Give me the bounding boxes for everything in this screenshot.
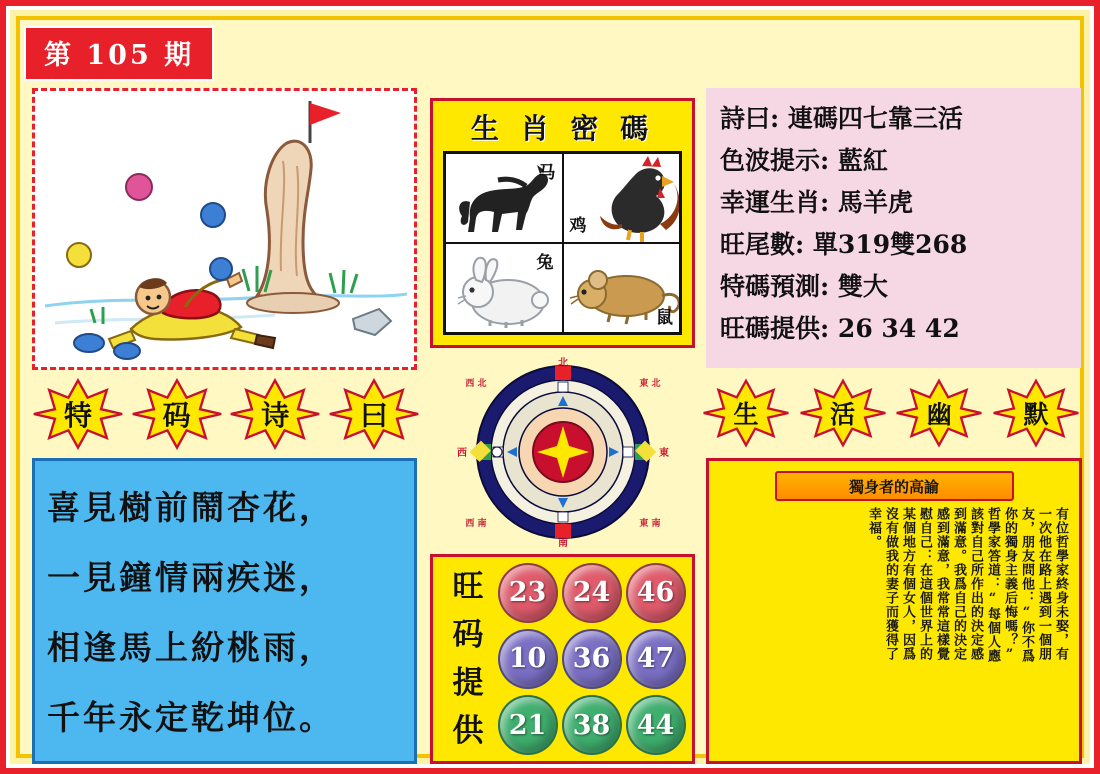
svg-text:西 北: 西 北	[465, 379, 487, 389]
story-column: 你的獨身主義后悔嗎？”	[1002, 507, 1017, 663]
story-column: 感到滿意，我常常這樣覺	[934, 507, 949, 661]
story-panel	[706, 458, 1082, 764]
lucky-numbers-grid	[497, 557, 692, 761]
prediction-line-1: 詩曰: 連碼四七靠三活	[720, 104, 963, 133]
svg-text:東 北: 東 北	[639, 379, 661, 389]
zodiac-label-horse: 马	[538, 163, 556, 183]
star-label: 默	[1023, 400, 1049, 429]
star-row-left	[30, 378, 422, 450]
cartoon-illustration	[32, 88, 417, 370]
number-ball: 44	[626, 695, 686, 755]
poem-line-1: 喜見樹前鬧杏花，	[47, 488, 335, 527]
prediction-line-5: 特碼預測: 雙大	[720, 272, 888, 301]
zodiac-cell-mouse	[563, 243, 681, 333]
prediction-line-3: 幸運生肖: 馬羊虎	[720, 188, 913, 217]
star-badge-yue	[326, 378, 422, 450]
story-column: 沒有做我的妻子而獲得了	[883, 507, 898, 661]
prediction-panel	[706, 88, 1081, 368]
poem-line-3: 相逢馬上紛桃雨，	[47, 628, 335, 667]
story-text	[715, 507, 1073, 757]
lucky-title-char-4: 供	[452, 713, 484, 749]
story-column: 哲學家答道：“每個人應	[985, 507, 1000, 663]
star-badge-you	[893, 378, 985, 448]
zodiac-cell-horse	[445, 153, 563, 243]
star-label: 幽	[926, 400, 952, 429]
issue-badge: 第 105 期	[24, 26, 214, 81]
star-label: 生	[733, 400, 759, 429]
star-badge-te	[30, 378, 126, 450]
lucky-title-char-1: 旺	[452, 569, 484, 605]
number-ball: 21	[498, 695, 558, 755]
story-column: 幸福。	[866, 507, 881, 549]
zodiac-label-rooster: 鸡	[569, 216, 587, 236]
star-label: 码	[162, 399, 191, 432]
prediction-line-6: 旺碼提供: 26 34 42	[720, 314, 960, 343]
story-column: 到滿意。我爲自己的決定	[951, 507, 966, 661]
star-row-right	[700, 378, 1082, 448]
lucky-title-char-2: 码	[452, 617, 484, 653]
star-label: 曰	[359, 399, 388, 432]
lucky-numbers-title	[439, 563, 497, 755]
star-label: 特	[63, 399, 92, 432]
zodiac-grid	[443, 151, 682, 335]
number-ball: 23	[498, 563, 558, 623]
story-column: 慰自己：在這個世界上的	[917, 507, 932, 661]
star-label: 活	[830, 400, 856, 429]
number-ball: 36	[562, 629, 622, 689]
number-ball: 38	[562, 695, 622, 755]
number-ball: 24	[562, 563, 622, 623]
poem-panel	[32, 458, 417, 764]
story-column: 一次他在路上遇到一個朋	[1036, 507, 1051, 661]
star-badge-sheng	[700, 378, 792, 448]
star-badge-mo	[990, 378, 1082, 448]
star-badge-shi	[227, 378, 323, 450]
star-badge-ma	[129, 378, 225, 450]
feng-shui-compass	[438, 354, 688, 550]
zodiac-code-panel	[430, 98, 695, 348]
zodiac-title: 生 肖 密 碼	[470, 112, 655, 145]
poem-line-4: 千年永定乾坤位。	[47, 698, 335, 737]
number-ball: 46	[626, 563, 686, 623]
story-column: 有位哲學家終身未娶，有	[1053, 507, 1068, 661]
zodiac-label-rabbit: 兔	[536, 253, 554, 273]
prediction-line-4: 旺尾數: 單319雙268	[720, 230, 968, 259]
svg-text:北: 北	[558, 358, 568, 369]
svg-text:西: 西	[457, 448, 467, 459]
lucky-title-char-3: 提	[452, 665, 484, 701]
svg-text:東 南: 東 南	[639, 519, 661, 529]
story-banner: 獨身者的高諭	[775, 471, 1014, 501]
svg-text:西 南: 西 南	[465, 519, 487, 529]
story-column: 某個地方有個女人，因爲	[900, 507, 915, 661]
star-badge-huo	[797, 378, 889, 448]
zodiac-cell-rooster	[563, 153, 681, 243]
star-label: 诗	[261, 399, 290, 432]
lucky-numbers-panel	[430, 554, 695, 764]
story-column: 友，朋友問他：“你不爲	[1019, 507, 1034, 663]
poem-line-2: 一見鐘情兩疾迷，	[47, 558, 335, 597]
number-ball: 10	[498, 629, 558, 689]
number-ball: 47	[626, 629, 686, 689]
story-column: 該對自己所作出的決定感	[968, 507, 983, 661]
zodiac-cell-rabbit	[445, 243, 563, 333]
svg-text:南: 南	[558, 538, 568, 549]
zodiac-label-mouse: 鼠	[656, 308, 673, 328]
prediction-line-2: 色波提示: 藍紅	[720, 146, 888, 175]
svg-text:東: 東	[659, 448, 669, 459]
